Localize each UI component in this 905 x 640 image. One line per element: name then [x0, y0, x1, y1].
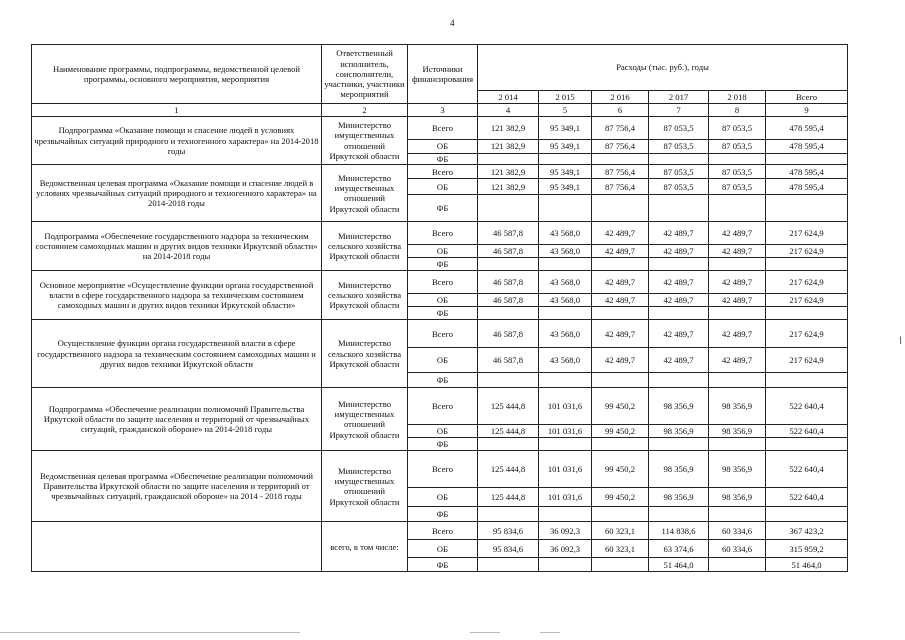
value-cell: 121 382,9 [478, 140, 539, 154]
year-total-cell: Всего [766, 91, 848, 104]
value-cell: 43 568,0 [539, 348, 592, 373]
value-cell: 60 334,6 [709, 540, 766, 558]
col-number: 6 [592, 104, 649, 117]
value-cell: 101 031,6 [539, 488, 592, 507]
value-cell [539, 258, 592, 271]
value-cell [539, 373, 592, 388]
table-row [32, 451, 848, 488]
value-cell: 43 568,0 [539, 294, 592, 307]
year-cell: 2 017 [649, 91, 709, 104]
col-number: 5 [539, 104, 592, 117]
value-cell: 42 489,7 [709, 294, 766, 307]
value-cell: 42 489,7 [649, 320, 709, 348]
value-cell [649, 438, 709, 451]
table-row [32, 117, 848, 140]
value-cell: 522 640,4 [766, 488, 848, 507]
col-number: 4 [478, 104, 539, 117]
value-cell [539, 307, 592, 320]
value-cell: 43 568,0 [539, 245, 592, 258]
value-cell [766, 307, 848, 320]
value-cell: 217 624,9 [766, 222, 848, 245]
value-cell [478, 307, 539, 320]
col-number: 9 [766, 104, 848, 117]
value-cell: 43 568,0 [539, 222, 592, 245]
value-cell [709, 154, 766, 165]
source-cell: ФБ [408, 373, 478, 388]
value-cell [709, 195, 766, 222]
value-cell: 42 489,7 [709, 245, 766, 258]
value-cell: 95 349,1 [539, 140, 592, 154]
value-cell [592, 154, 649, 165]
value-cell: 125 444,8 [478, 388, 539, 425]
source-cell: ФБ [408, 195, 478, 222]
value-cell: 101 031,6 [539, 388, 592, 425]
program-name-cell: Ведомственная целевая программа «Оказание помощи и спасение людей в условиях чрезвычайных ситуаций природного и техногенного характера» на 2014-2018 годы [32, 165, 322, 222]
value-cell [592, 558, 649, 572]
value-cell [766, 195, 848, 222]
value-cell [649, 258, 709, 271]
value-cell [592, 438, 649, 451]
value-cell: 87 756,4 [592, 165, 649, 179]
value-cell: 42 489,7 [649, 294, 709, 307]
value-cell [478, 438, 539, 451]
total-empty-cell [32, 522, 322, 572]
source-cell: ОБ [408, 294, 478, 307]
value-cell [766, 438, 848, 451]
value-cell: 121 382,9 [478, 117, 539, 140]
value-cell [649, 195, 709, 222]
source-cell: ОБ [408, 140, 478, 154]
value-cell [478, 195, 539, 222]
header-row [32, 45, 848, 91]
value-cell: 42 489,7 [592, 320, 649, 348]
program-name-cell: Осуществление функции органа государственной власти в сфере государственного надзора за техническим состоянием самоходных машин и других видов техники Иркутской области [32, 320, 322, 388]
value-cell: 87 053,5 [649, 140, 709, 154]
source-cell: ОБ [408, 245, 478, 258]
value-cell: 42 489,7 [592, 271, 649, 294]
value-cell: 478 595,4 [766, 117, 848, 140]
source-cell: Всего [408, 165, 478, 179]
value-cell: 46 587,8 [478, 348, 539, 373]
value-cell [539, 507, 592, 522]
value-cell [592, 258, 649, 271]
value-cell: 46 587,8 [478, 222, 539, 245]
value-cell: 99 450,2 [592, 388, 649, 425]
responsible-cell: Министерство имущественных отношений Иркутской области [322, 451, 408, 522]
value-cell: 63 374,6 [649, 540, 709, 558]
value-cell: 60 323,1 [592, 540, 649, 558]
program-name-cell: Подпрограмма «Обеспечение государственного надзора за техническим состоянием самоходных машин и других видов техники Иркутской области» на 2014-2018 годы [32, 222, 322, 271]
value-cell [478, 507, 539, 522]
source-cell: ФБ [408, 507, 478, 522]
value-cell: 98 356,9 [649, 488, 709, 507]
responsible-cell: Министерство сельского хозяйства Иркутской области [322, 320, 408, 388]
col-number: 1 [32, 104, 322, 117]
value-cell: 98 356,9 [709, 425, 766, 438]
source-cell: ОБ [408, 179, 478, 195]
col-number: 2 [322, 104, 408, 117]
value-cell: 125 444,8 [478, 451, 539, 488]
value-cell: 87 756,4 [592, 117, 649, 140]
value-cell: 42 489,7 [709, 320, 766, 348]
value-cell: 217 624,9 [766, 348, 848, 373]
source-cell: ФБ [408, 154, 478, 165]
value-cell: 42 489,7 [649, 271, 709, 294]
value-cell: 99 450,2 [592, 451, 649, 488]
value-cell [709, 507, 766, 522]
source-cell: Всего [408, 271, 478, 294]
value-cell [539, 438, 592, 451]
value-cell [709, 558, 766, 572]
source-cell: Всего [408, 451, 478, 488]
source-cell: ОБ [408, 425, 478, 438]
value-cell: 46 587,8 [478, 320, 539, 348]
value-cell: 87 053,5 [709, 165, 766, 179]
table-row [32, 165, 848, 179]
value-cell: 98 356,9 [709, 488, 766, 507]
value-cell: 36 092,3 [539, 522, 592, 540]
program-name-cell: Подпрограмма «Обеспечение реализации полномочий Правительства Иркутской области по защите населения и территорий от чрезвычайных ситуаций, гражданской обороне» на 2014-2018 годы [32, 388, 322, 451]
value-cell [592, 507, 649, 522]
value-cell: 60 334,6 [709, 522, 766, 540]
value-cell: 478 595,4 [766, 140, 848, 154]
value-cell: 217 624,9 [766, 245, 848, 258]
year-cell: 2 014 [478, 91, 539, 104]
value-cell [592, 195, 649, 222]
value-cell: 522 640,4 [766, 425, 848, 438]
value-cell: 95 349,1 [539, 117, 592, 140]
responsible-cell: Министерство имущественных отношений Иркутской области [322, 165, 408, 222]
value-cell [478, 258, 539, 271]
table-row [32, 320, 848, 348]
value-cell: 99 450,2 [592, 425, 649, 438]
value-cell [649, 507, 709, 522]
value-cell: 42 489,7 [592, 245, 649, 258]
header-expenses: Расходы (тыс. руб.), годы [478, 45, 848, 91]
value-cell [709, 438, 766, 451]
source-cell: ОБ [408, 348, 478, 373]
value-cell [766, 154, 848, 165]
year-cell: 2 015 [539, 91, 592, 104]
value-cell: 87 053,5 [649, 165, 709, 179]
year-cell: 2 016 [592, 91, 649, 104]
col-number: 3 [408, 104, 478, 117]
value-cell [592, 307, 649, 320]
source-cell: Всего [408, 222, 478, 245]
value-cell: 42 489,7 [649, 245, 709, 258]
source-cell: Всего [408, 388, 478, 425]
value-cell [766, 373, 848, 388]
value-cell: 95 834,6 [478, 540, 539, 558]
value-cell: 125 444,8 [478, 425, 539, 438]
source-cell: Всего [408, 117, 478, 140]
value-cell [709, 373, 766, 388]
scan-bottom-line [0, 632, 905, 633]
value-cell [478, 373, 539, 388]
source-cell: ФБ [408, 258, 478, 271]
table-row [32, 388, 848, 425]
source-cell: ФБ [408, 558, 478, 572]
value-cell: 121 382,9 [478, 179, 539, 195]
value-cell [649, 307, 709, 320]
source-cell: Всего [408, 522, 478, 540]
value-cell: 87 053,5 [709, 179, 766, 195]
value-cell: 87 756,4 [592, 179, 649, 195]
responsible-cell: Министерство имущественных отношений Иркутской области [322, 388, 408, 451]
header-name: Наименование программы, подпрограммы, ведомственной целевой программы, основного мероприятия, мероприятия [32, 45, 322, 104]
value-cell [539, 195, 592, 222]
year-cell: 2 018 [709, 91, 766, 104]
program-name-cell: Основное мероприятие «Осуществление функции органа государственной власти в сфере государственного надзора за техническим состоянием самоходных машин и других видов техники Иркутской области» [32, 271, 322, 320]
value-cell: 478 595,4 [766, 179, 848, 195]
source-cell: ФБ [408, 438, 478, 451]
header-source: Источники финансирования [408, 45, 478, 104]
value-cell: 95 834,6 [478, 522, 539, 540]
source-cell: Всего [408, 320, 478, 348]
value-cell: 87 756,4 [592, 140, 649, 154]
col-number: 8 [709, 104, 766, 117]
value-cell [649, 154, 709, 165]
value-cell [766, 258, 848, 271]
value-cell: 42 489,7 [649, 222, 709, 245]
value-cell: 42 489,7 [709, 348, 766, 373]
source-cell: ОБ [408, 488, 478, 507]
responsible-cell: Министерство имущественных отношений Иркутской области [322, 117, 408, 165]
value-cell [766, 507, 848, 522]
program-name-cell: Подпрограмма «Оказание помощи и спасение людей в условиях чрезвычайных ситуаций природного и техногенного характера» на 2014-2018 годы [32, 117, 322, 165]
value-cell [478, 558, 539, 572]
column-numbers-row [32, 104, 848, 117]
value-cell: 46 587,8 [478, 271, 539, 294]
header-responsible: Ответственный исполнитель, соисполнители, участники, участники мероприятий [322, 45, 408, 104]
value-cell: 478 595,4 [766, 165, 848, 179]
expenses-table [31, 44, 848, 572]
value-cell: 217 624,9 [766, 271, 848, 294]
value-cell: 46 587,8 [478, 294, 539, 307]
value-cell: 98 356,9 [709, 451, 766, 488]
responsible-cell: Министерство сельского хозяйства Иркутской области [322, 271, 408, 320]
value-cell: 95 349,1 [539, 165, 592, 179]
table-row [32, 271, 848, 294]
value-cell: 42 489,7 [592, 294, 649, 307]
value-cell: 36 092,3 [539, 540, 592, 558]
value-cell [539, 154, 592, 165]
value-cell: 315 959,2 [766, 540, 848, 558]
program-name-cell: Ведомственная целевая программа «Обеспечение реализации полномочий Правительства Иркутской области по защите населения и территорий от чрезвычайных ситуаций, гражданской обороне» на 2014 - 2018 годы [32, 451, 322, 522]
value-cell: 98 356,9 [649, 451, 709, 488]
side-mark: ⅼ [899, 336, 902, 347]
value-cell: 95 349,1 [539, 179, 592, 195]
value-cell: 87 053,5 [709, 140, 766, 154]
value-cell [539, 558, 592, 572]
value-cell: 51 464,0 [766, 558, 848, 572]
value-cell: 98 356,9 [649, 388, 709, 425]
value-cell: 43 568,0 [539, 320, 592, 348]
source-cell: ОБ [408, 540, 478, 558]
value-cell: 99 450,2 [592, 488, 649, 507]
value-cell: 121 382,9 [478, 165, 539, 179]
value-cell [649, 373, 709, 388]
value-cell: 46 587,8 [478, 245, 539, 258]
source-cell: ФБ [408, 307, 478, 320]
value-cell [478, 154, 539, 165]
value-cell: 42 489,7 [592, 222, 649, 245]
value-cell [592, 373, 649, 388]
total-row [32, 522, 848, 540]
value-cell: 87 053,5 [709, 117, 766, 140]
value-cell: 42 489,7 [649, 348, 709, 373]
responsible-cell: Министерство сельского хозяйства Иркутской области [322, 222, 408, 271]
value-cell: 87 053,5 [649, 117, 709, 140]
page-number: 4 [450, 18, 455, 28]
value-cell: 87 053,5 [649, 179, 709, 195]
value-cell: 101 031,6 [539, 425, 592, 438]
table-row [32, 222, 848, 245]
value-cell: 60 323,1 [592, 522, 649, 540]
value-cell: 114 838,6 [649, 522, 709, 540]
value-cell [709, 258, 766, 271]
value-cell: 101 031,6 [539, 451, 592, 488]
total-label-cell: всего, в том числе: [322, 522, 408, 572]
value-cell: 125 444,8 [478, 488, 539, 507]
value-cell: 42 489,7 [709, 271, 766, 294]
value-cell: 217 624,9 [766, 294, 848, 307]
value-cell: 42 489,7 [592, 348, 649, 373]
value-cell: 217 624,9 [766, 320, 848, 348]
value-cell: 43 568,0 [539, 271, 592, 294]
value-cell: 98 356,9 [709, 388, 766, 425]
value-cell: 522 640,4 [766, 451, 848, 488]
value-cell: 522 640,4 [766, 388, 848, 425]
col-number: 7 [649, 104, 709, 117]
value-cell: 42 489,7 [709, 222, 766, 245]
value-cell: 98 356,9 [649, 425, 709, 438]
value-cell [709, 307, 766, 320]
value-cell: 367 423,2 [766, 522, 848, 540]
value-cell: 51 464,0 [649, 558, 709, 572]
